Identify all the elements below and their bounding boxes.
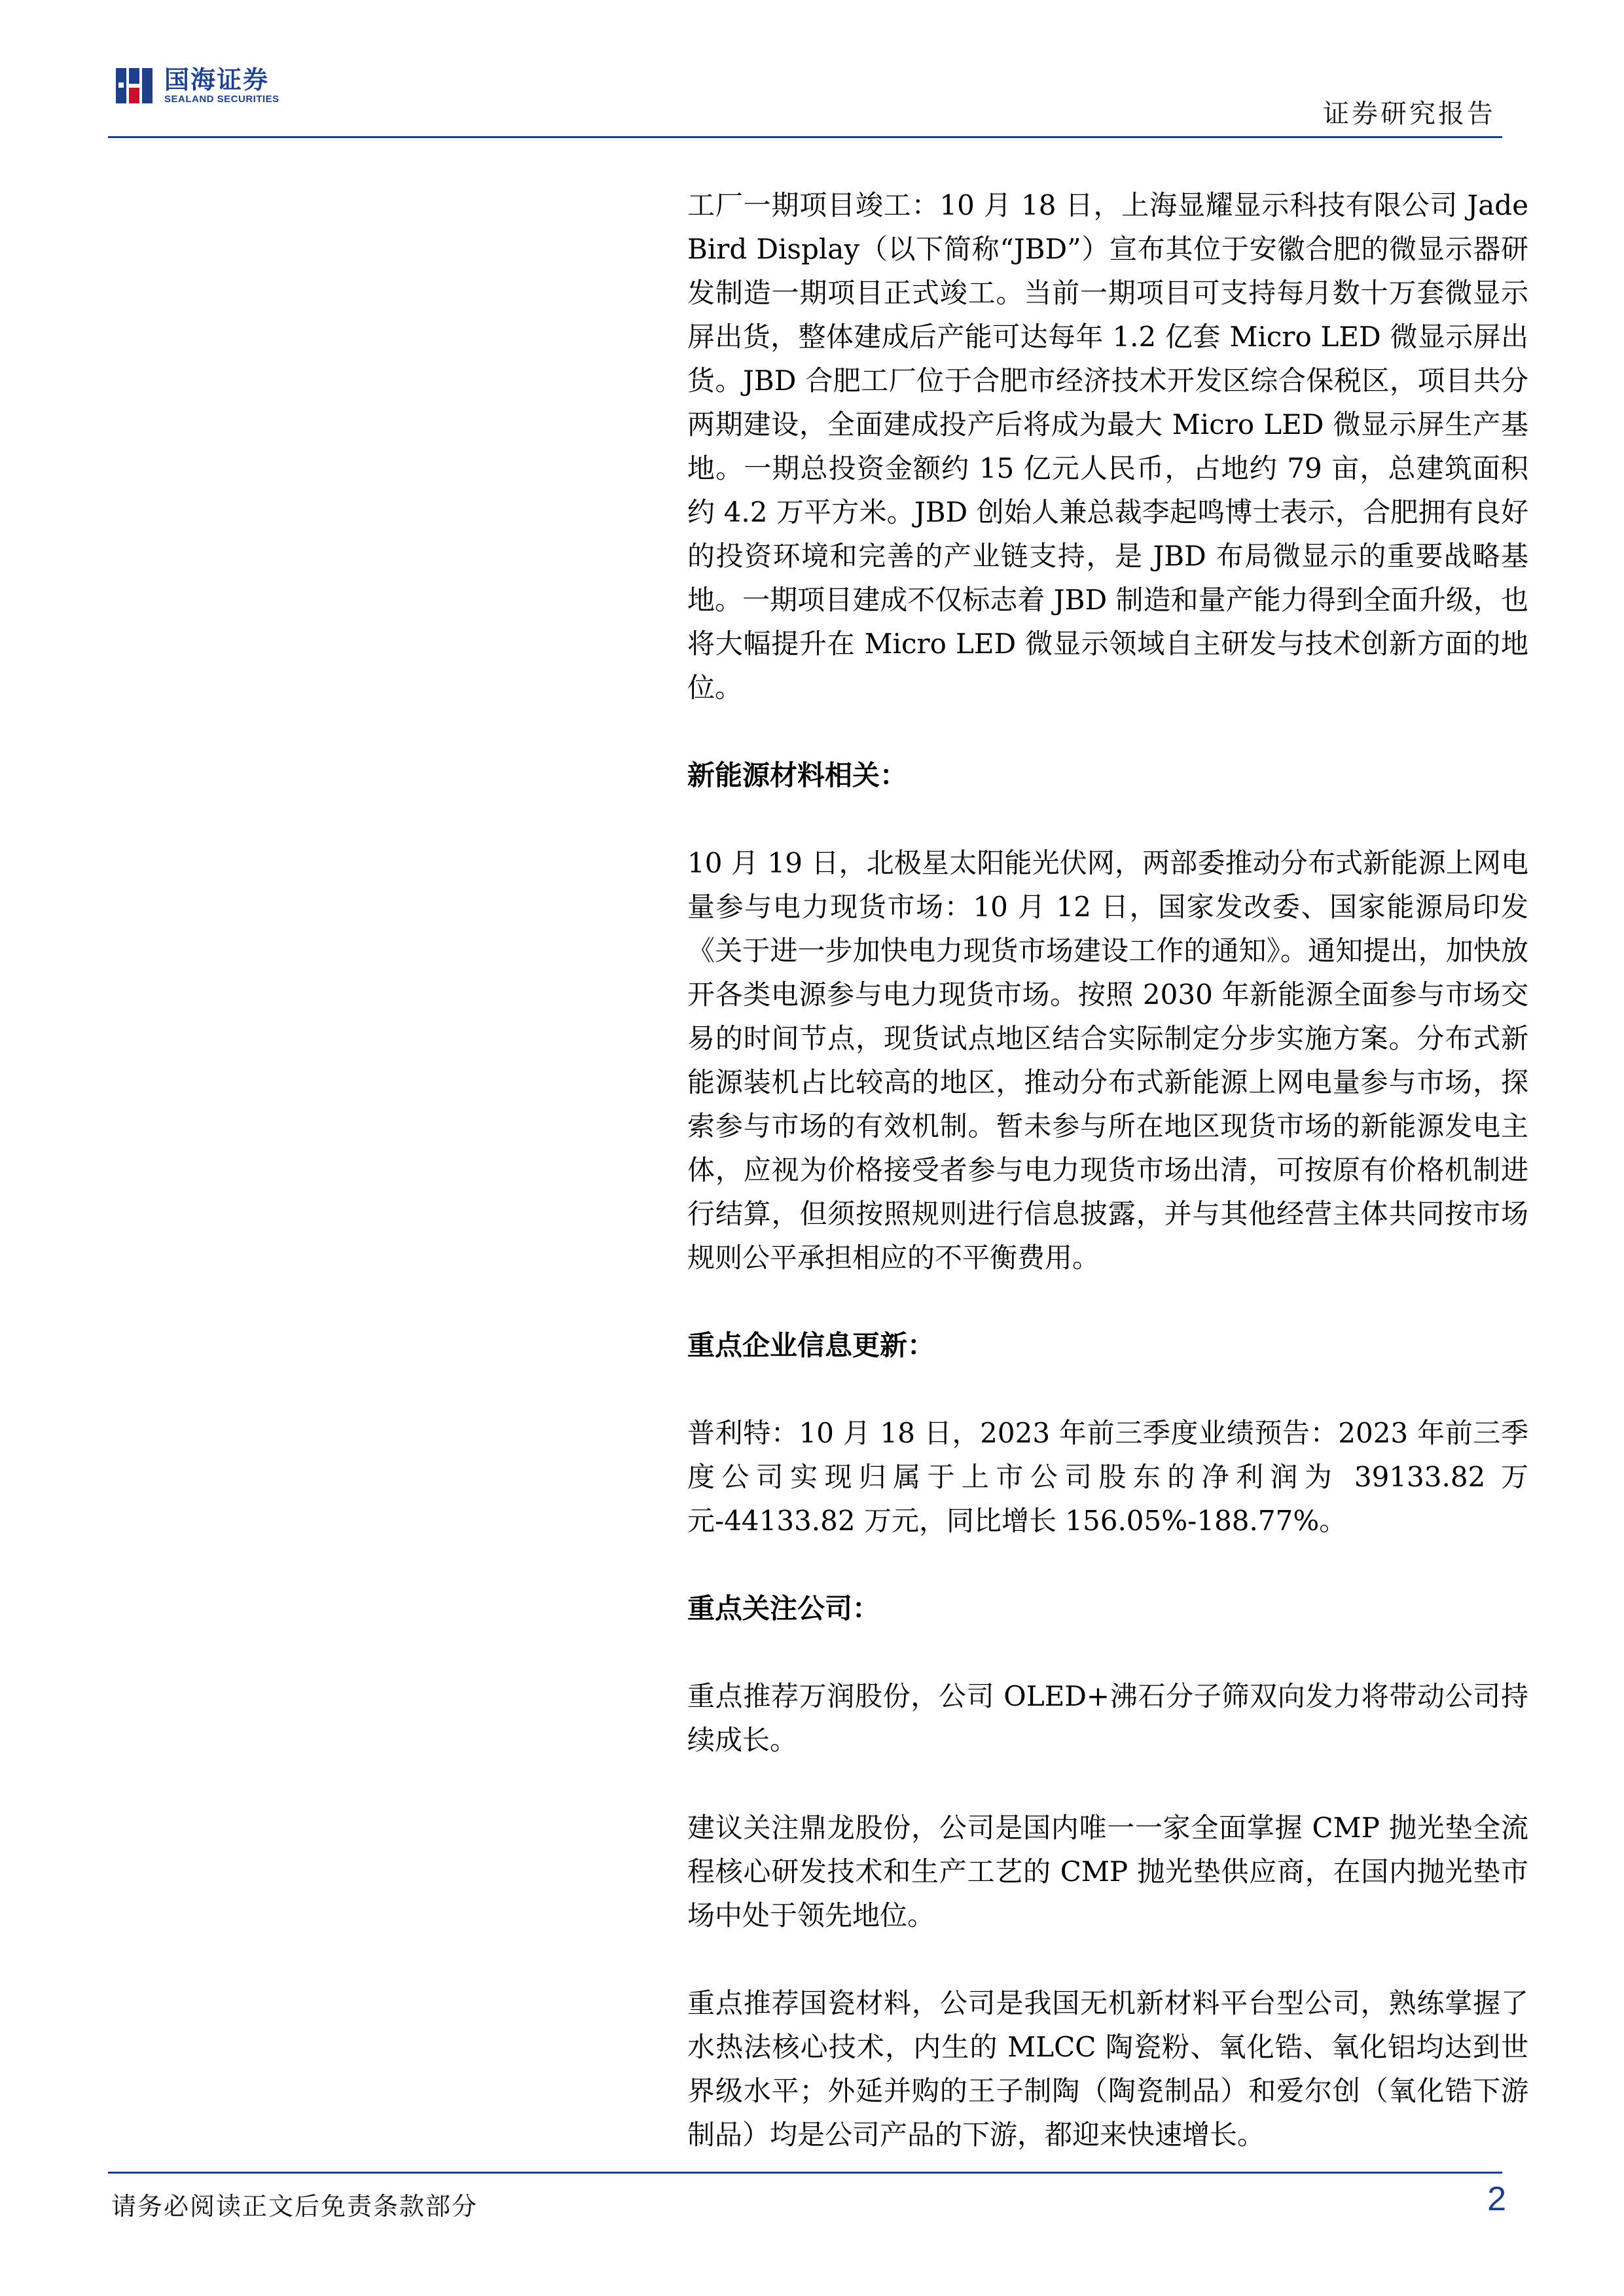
body-paragraph: 10 月 19 日，北极星太阳能光伏网，两部委推动分布式新能源上网电量参与电力现货市场：10 月 12 日，国家发改委、国家能源局印发《关于进一步加快电力现货市场建设工作的通知》。通知提出，加快放开各类电源参与电力现货市场。按照 2030 年新能源全面参与市场交易的时间节点，现货试点地区结合实际制定分步实施方案。分布式新能源装机占比较高的地区，推动分布式新能源上网电量参与市场，探索参与市场的有效机制。暂未参与所在地区现货市场的新能源发电主体，应视为价格接受者参与电力现货市场出清，可按原有价格机制进行结算，但须按照规则进行信息披露，并与其他经营主体共同按市场规则公平承担相应的不平衡费用。 [687,847,1528,1274]
section-heading: 重点关注公司： [687,1592,880,1624]
body-paragraph: 重点推荐国瓷材料，公司是我国无机新材料平台型公司，熟练掌握了水热法核心技术，内生的 MLCC 陶瓷粉、氧化锆、氧化铝均达到世界级水平；外延并购的王子制陶（陶瓷制品）和爱尔创（氧化锆下游制品）均是公司产品的下游，都迎来快速增长。 [687,1987,1528,2151]
report-section [687,753,1528,1280]
report-body [687,183,1528,2157]
body-paragraph: 工厂一期项目竣工：10 月 18 日，上海显耀显示科技有限公司 Jade Bird Display（以下简称“JBD”）宣布其位于安徽合肥的微显示器研发制造一期项目正式竣工。当前一期项目可支持每月数十万套微显示屏出货，整体建成后产能可达每年 1.2 亿套 Micro LED 微显示屏出货。JBD 合肥工厂位于合肥市经济技术开发区综合保税区，项目共分两期建设，全面建成投产后将成为最大 Micro LED 微显示屏生产基地。一期总投资金额约 15 亿元人民币，占地约 79 亩，总建筑面积约 4.2 万平方米。JBD 创始人兼总裁李起鸣博士表示，合肥拥有良好的投资环境和完善的产业链支持，是 JBD 布局微显示的重要战略基地。一期项目建成不仅标志着 JBD 制造和量产能力得到全面升级，也将大幅提升在 Micro LED 微显示领域自主研发与技术创新方面的地位。 [687,189,1528,704]
footer-divider [108,2172,1502,2174]
report-section [687,1323,1528,1543]
report-section [687,183,1528,709]
header-divider [108,136,1502,138]
page-number: 2 [1487,2180,1506,2218]
page-header [108,59,1502,137]
disclaimer-note: 请务必阅读正文后免责条款部分 [111,2192,478,2221]
body-paragraph: 普利特：10 月 18 日，2023 年前三季度业绩预告：2023 年前三季度公司实现归属于上市公司股东的净利润为 39133.82 万元-44133.82 万元，同比增长 156.05%-188.77%。 [687,1417,1528,1537]
sealand-logo [115,65,280,106]
body-paragraph: 建议关注鼎龙股份，公司是国内唯一一家全面掌握 CMP 抛光垫全流程核心研发技术和生产工艺的 CMP 抛光垫供应商，在国内抛光垫市场中处于领先地位。 [687,1812,1528,1931]
section-heading: 重点企业信息更新： [687,1329,935,1361]
body-paragraph: 重点推荐万润股份，公司 OLED+沸石分子筛双向发力将带动公司持续成长。 [687,1680,1528,1756]
sealand-logo-icon [115,65,155,106]
brand-name-en: SEALAND SECURITIES [164,94,280,105]
report-type-label: 证券研究报告 [1323,99,1496,129]
section-heading: 新能源材料相关： [687,759,908,791]
report-section [687,1587,1528,2157]
brand-name-cn: 国海证券 [164,65,270,94]
